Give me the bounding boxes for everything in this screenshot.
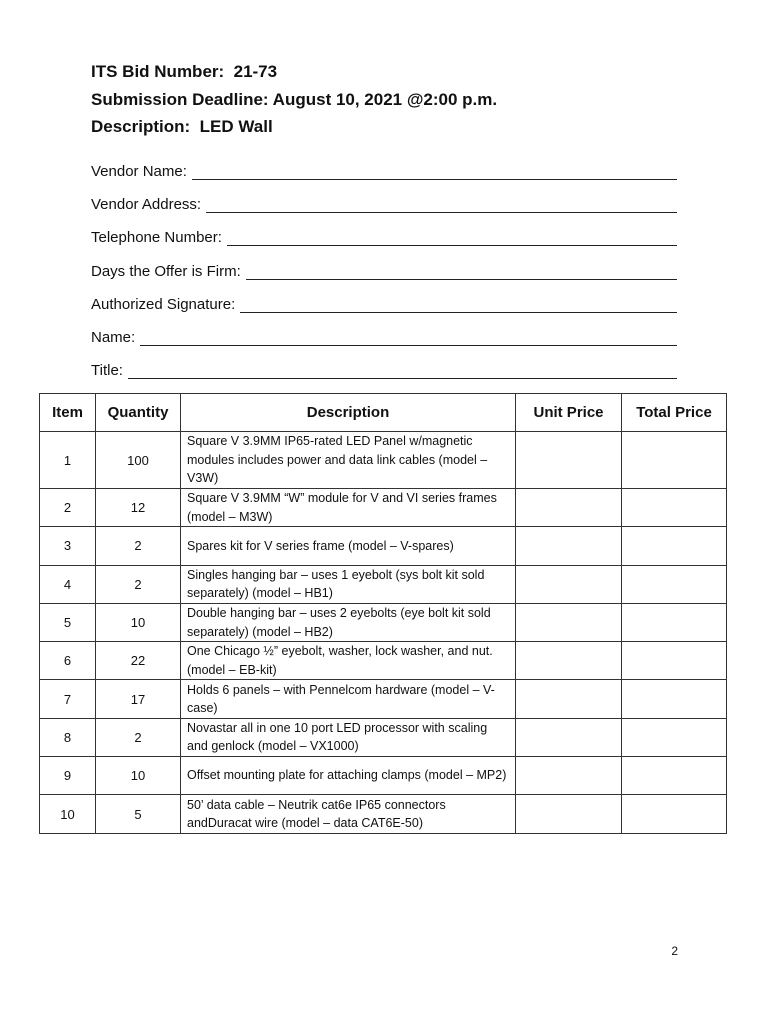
unit-price-cell[interactable] <box>516 527 622 565</box>
description-cell: Offset mounting plate for attaching clamps (model – MP2) <box>181 757 516 795</box>
total-price-cell[interactable] <box>622 757 727 795</box>
quantity-cell: 10 <box>96 603 181 641</box>
vendor-name-label: Vendor Name: <box>91 163 187 180</box>
item-number-cell: 6 <box>40 642 96 680</box>
total-price-cell[interactable] <box>622 489 727 527</box>
total-price-cell[interactable] <box>622 432 727 489</box>
authorized-signature-input[interactable] <box>240 293 677 313</box>
column-header-item: Item <box>40 394 96 432</box>
column-header-unit-price: Unit Price <box>516 394 622 432</box>
quantity-cell: 12 <box>96 489 181 527</box>
unit-price-cell[interactable] <box>516 565 622 603</box>
telephone-number-label: Telephone Number: <box>91 229 222 247</box>
table-row <box>40 603 727 641</box>
name-field <box>91 326 677 359</box>
name-label: Name: <box>91 328 136 346</box>
table-row <box>40 565 727 603</box>
unit-price-cell[interactable] <box>516 432 622 489</box>
unit-price-cell[interactable] <box>516 718 622 756</box>
quantity-cell: 22 <box>96 642 181 680</box>
submission-deadline: Submission Deadline: August 10, 2021 @2:00 p.m. <box>91 89 498 109</box>
table-row <box>40 527 727 565</box>
total-price-cell[interactable] <box>622 718 727 756</box>
days-offer-firm-input[interactable] <box>246 260 677 280</box>
column-header-description: Description <box>181 394 516 432</box>
column-header-total-price: Total Price <box>622 394 727 432</box>
vendor-form <box>91 160 677 392</box>
description-cell: Spares kit for V series frame (model – V-spares) <box>181 527 516 565</box>
title-field <box>91 359 677 392</box>
total-price-cell[interactable] <box>622 603 727 641</box>
unit-price-cell[interactable] <box>516 757 622 795</box>
table-row <box>40 795 727 833</box>
page-number: 2 <box>671 944 678 958</box>
telephone-number-input[interactable] <box>227 226 677 246</box>
table-row <box>40 642 727 680</box>
item-number-cell: 5 <box>40 603 96 641</box>
quantity-cell: 17 <box>96 680 181 718</box>
item-number-cell: 7 <box>40 680 96 718</box>
description-cell: Square V 3.9MM “W” module for V and VI series frames (model – M3W) <box>181 489 516 527</box>
total-price-cell[interactable] <box>622 680 727 718</box>
vendor-address-input[interactable] <box>206 193 677 213</box>
table-row <box>40 718 727 756</box>
unit-price-cell[interactable] <box>516 603 622 641</box>
item-number-cell: 8 <box>40 718 96 756</box>
unit-price-cell[interactable] <box>516 680 622 718</box>
authorized-signature-field <box>91 293 677 326</box>
table-row <box>40 757 727 795</box>
unit-price-cell[interactable] <box>516 489 622 527</box>
total-price-cell[interactable] <box>622 642 727 680</box>
item-number-cell: 1 <box>40 432 96 489</box>
days-offer-firm-field <box>91 260 677 293</box>
vendor-name-field <box>91 160 677 193</box>
title-input[interactable] <box>128 359 677 379</box>
table-header-row <box>40 394 727 432</box>
total-price-cell[interactable] <box>622 565 727 603</box>
item-number-cell: 3 <box>40 527 96 565</box>
table-row <box>40 432 727 489</box>
quantity-cell: 2 <box>96 565 181 603</box>
table-row <box>40 680 727 718</box>
quantity-cell: 100 <box>96 432 181 489</box>
description-cell: Holds 6 panels – with Pennelcom hardware (model – V-case) <box>181 680 516 718</box>
bid-items-table <box>39 393 727 834</box>
total-price-cell[interactable] <box>622 795 727 833</box>
document-header <box>91 58 497 141</box>
description-cell: Novastar all in one 10 port LED processor with scaling and genlock (model – VX1000) <box>181 718 516 756</box>
total-price-cell[interactable] <box>622 527 727 565</box>
days-offer-firm-label: Days the Offer is Firm: <box>91 262 241 280</box>
vendor-address-label: Vendor Address: <box>91 196 202 214</box>
vendor-name-input[interactable] <box>192 160 677 180</box>
unit-price-cell[interactable] <box>516 795 622 833</box>
name-input[interactable] <box>140 326 677 346</box>
unit-price-cell[interactable] <box>516 642 622 680</box>
quantity-cell: 5 <box>96 795 181 833</box>
telephone-number-field <box>91 226 677 259</box>
item-number-cell: 4 <box>40 565 96 603</box>
bid-number: ITS Bid Number: 21-73 <box>91 62 278 81</box>
description-cell: 50’ data cable – Neutrik cat6e IP65 connectors andDuracat wire (model – data CAT6E-50) <box>181 795 516 833</box>
description-cell: Singles hanging bar – uses 1 eyebolt (sys bolt kit sold separately) (model – HB1) <box>181 565 516 603</box>
item-number-cell: 9 <box>40 757 96 795</box>
table-row <box>40 489 727 527</box>
bid-description: Description: LED Wall <box>91 117 273 136</box>
quantity-cell: 2 <box>96 527 181 565</box>
quantity-cell: 2 <box>96 718 181 756</box>
title-label: Title: <box>91 362 123 380</box>
item-number-cell: 10 <box>40 795 96 833</box>
description-cell: Square V 3.9MM IP65-rated LED Panel w/magnetic modules includes power and data link cables (model – V3W) <box>181 432 516 489</box>
description-cell: Double hanging bar – uses 2 eyebolts (eye bolt kit sold separately) (model – HB2) <box>181 603 516 641</box>
quantity-cell: 10 <box>96 757 181 795</box>
column-header-quantity: Quantity <box>96 394 181 432</box>
vendor-address-field <box>91 193 677 226</box>
item-number-cell: 2 <box>40 489 96 527</box>
authorized-signature-label: Authorized Signature: <box>91 295 236 313</box>
description-cell: One Chicago ½” eyebolt, washer, lock washer, and nut. (model – EB-kit) <box>181 642 516 680</box>
